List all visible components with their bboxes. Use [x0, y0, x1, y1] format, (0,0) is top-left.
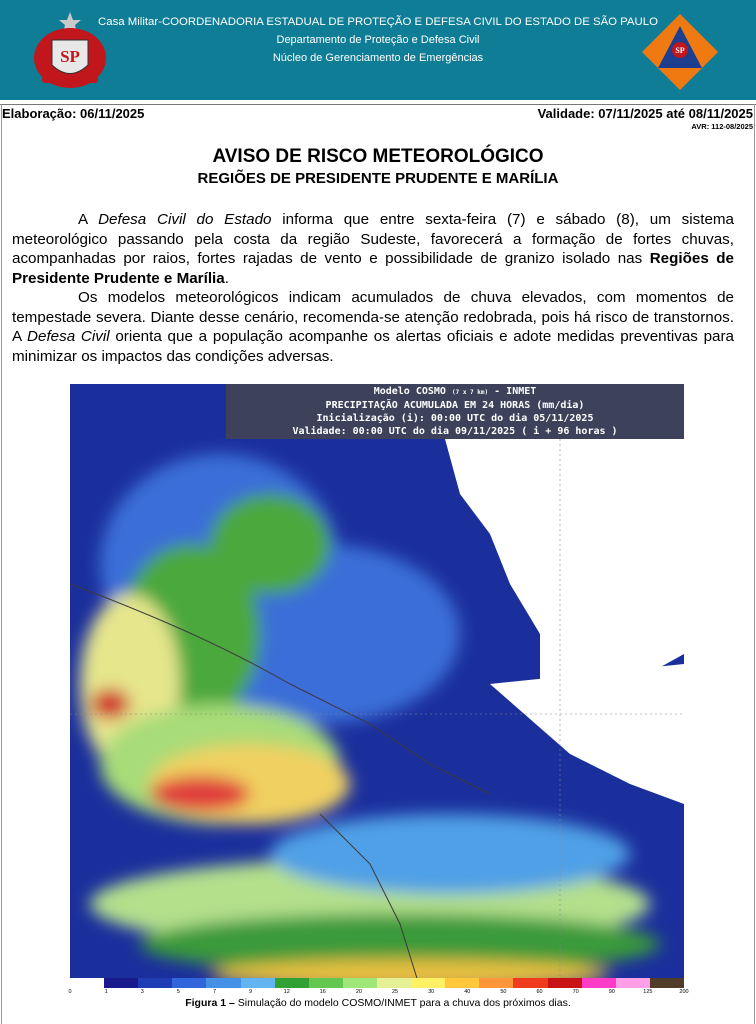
scale-label: 125 [643, 989, 653, 995]
divider [0, 104, 756, 105]
scale-swatch [616, 978, 650, 988]
header-line-1: Casa Militar-COORDENADORIA ESTADUAL DE PROTEÇÃO E DEFESA CIVIL DO ESTADO DE SÃO PAULO [98, 16, 658, 28]
page-border-right [754, 104, 755, 1024]
scale-label: 25 [391, 989, 399, 995]
scale-label: 7 [212, 989, 216, 995]
scale-label: 9 [249, 989, 253, 995]
header-line-3: Núcleo de Gerenciamento de Emergências [272, 52, 484, 64]
scale-swatch [241, 978, 275, 988]
scale-label: 50 [500, 989, 507, 995]
scale-swatch [343, 978, 377, 988]
scale-swatch [548, 978, 582, 988]
scale-swatch [104, 978, 138, 988]
precipitation-map [70, 384, 684, 988]
scale-label: 16 [319, 989, 326, 995]
scale-swatch [582, 978, 616, 988]
scale-swatch [172, 978, 206, 988]
paragraph-1: A Defesa Civil do Estado informa que entre sexta-feira (7) e sábado (8), um sistema meteorológico passando pela costa da região Sudeste, favorecerá a formação de fortes chuvas, acompanhadas por raios, fortes rajadas de vento e possibilidade de granizo isolado nas Regiões de Presidente Prudente e Marília. [12, 211, 734, 287]
scale-swatch [206, 978, 240, 988]
scale-label: 200 [679, 989, 689, 995]
precipitation-color-scale [70, 978, 684, 988]
map-header-box: Modelo COSMO (7 x 7 km) - INMET PRECIPITAÇÃO ACUMULADA EM 24 HORAS (mm/dia) Inicialização (i): 00:00 UTC do dia 05/11/2025 Validade: 00:00 UTC do dia 09/11/2025 ( i + 96 horas ) [226, 384, 684, 439]
scale-label: 90 [608, 989, 615, 995]
scale-swatch [479, 978, 513, 988]
paragraph-2: Os modelos meteorológicos indicam acumulados de chuva elevados, com momentos de tempestade severa. Diante desse cenário, recomenda-se atenção redobrada, pois há risco de transtornos. A Defesa Civil orienta que a população acompanhe os alertas oficiais e adote medidas preventivas para minimizar os impactos das condições adversas. [12, 289, 734, 365]
scale-label: 70 [572, 989, 579, 995]
scale-label: 60 [536, 989, 543, 995]
scale-swatch [377, 978, 411, 988]
scale-swatch [445, 978, 479, 988]
scale-swatch [411, 978, 445, 988]
scale-swatch [70, 978, 104, 988]
scale-swatch [138, 978, 172, 988]
scale-label: 3 [140, 989, 144, 995]
elaboration-date: Elaboração: 06/11/2025 [2, 106, 145, 121]
page-border-left [1, 104, 2, 1024]
header-band [0, 0, 756, 100]
page-title: AVISO DE RISCO METEOROLÓGICO [212, 146, 544, 167]
scale-label: 20 [355, 989, 362, 995]
scale-label: 0 [68, 989, 72, 995]
scale-swatch [650, 978, 684, 988]
warning-text [12, 210, 734, 366]
scale-swatch [309, 978, 343, 988]
header-line-2: Departamento de Proteção e Defesa Civil [276, 34, 480, 46]
scale-swatch [513, 978, 547, 988]
scale-label: 30 [428, 989, 435, 995]
page-subtitle: REGIÕES DE PRESIDENTE PRUDENTE E MARÍLIA [197, 170, 559, 187]
map-header-line-4: Validade: 00:00 UTC do dia 09/11/2025 ( i + 96 horas ) [292, 426, 618, 437]
scale-label: 12 [283, 989, 290, 995]
map-header-line-2: PRECIPITAÇÃO ACUMULADA EM 24 HORAS (mm/dia) [325, 400, 585, 411]
scale-swatch [275, 978, 309, 988]
crest-letters: SP [60, 47, 80, 66]
scale-label: 5 [176, 989, 180, 995]
validity-dates: Validade: 07/11/2025 até 08/11/2025 [537, 106, 753, 121]
defesa-civil-triangle-icon [638, 10, 722, 94]
scale-label: 40 [464, 989, 471, 995]
scale-label: 1 [104, 989, 108, 995]
avr-code: AVR: 112-08/2025 [691, 122, 753, 131]
figure-caption: Figura 1 – Simulação do modelo COSMO/INMET para a chuva dos próximos dias. [185, 997, 571, 1009]
map-header-line-3: Inicialização (i): 00:00 UTC do dia 05/11/2025 [316, 413, 594, 424]
civil-letters: SP [675, 46, 685, 55]
